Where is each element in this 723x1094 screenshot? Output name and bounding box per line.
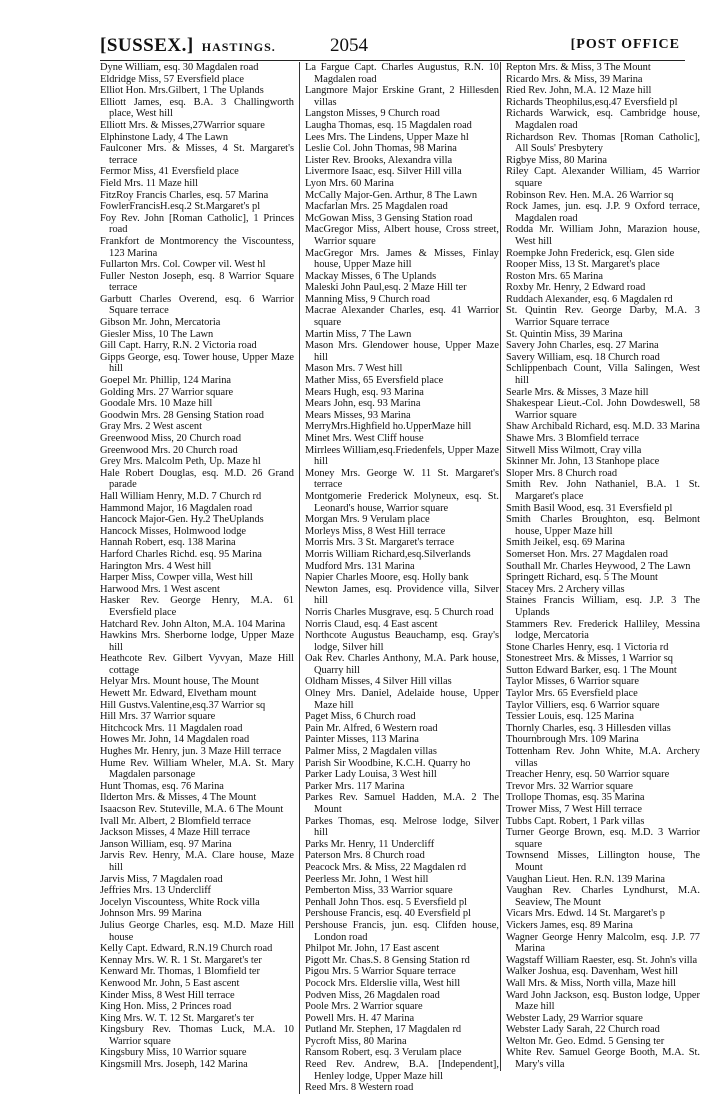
directory-entry: Elphinstone Lady, 4 The Lawn xyxy=(100,131,229,143)
directory-entry: Macrae Alexander Charles, esq. 41 Warrior square xyxy=(305,305,499,329)
directory-entry: Rock James, jun. esq. J.P. 9 Oxford terrace, Magdalen road xyxy=(506,201,700,224)
directory-entry: Foy Rev. John [Roman Catholic], 1 Princes road xyxy=(100,212,294,236)
directory-entry: Maleski John Paul,esq. 2 Maze Hill ter xyxy=(305,282,467,294)
directory-entry: Ilderton Mrs. & Misses, 4 The Mount xyxy=(100,792,257,804)
directory-entry: Mears Misses, 93 Marina xyxy=(305,409,411,421)
directory-entry: Napier Charles Moore, esq. Holly bank xyxy=(305,572,469,584)
directory-entry: Harwood Mrs. 1 West ascent xyxy=(100,583,220,595)
directory-entry: Thournbrough Mrs. 109 Marina xyxy=(506,734,639,746)
directory-entry: Martin Miss, 7 The Lawn xyxy=(305,328,412,340)
directory-entry: Jarvis Miss, 7 Magdalen road xyxy=(100,873,223,885)
directory-entry: Shawe Mrs. 3 Blomfield terrace xyxy=(506,433,640,444)
directory-entry: Pemberton Miss, 33 Warrior square xyxy=(305,885,453,897)
town-label: HASTINGS. xyxy=(201,40,276,54)
directory-entry: Elliott James, esq. B.A. 3 Challingworth place, West hill xyxy=(100,96,294,120)
directory-entry: Wagstaff William Raester, esq. St. John's villa xyxy=(506,954,698,966)
directory-entry: Frankfort de Montmorency the Viscountess, 123 Marina xyxy=(100,235,294,259)
directory-entry: Peacock Mrs. & Miss, 22 Magdalen rd xyxy=(305,861,467,873)
directory-entry: Hill Mrs. 37 Warrior square xyxy=(100,711,216,723)
directory-entry: Hill Gustvs.Valentine,esq.37 Warrior sq xyxy=(100,699,266,711)
directory-entry: Taylor Mrs. 65 Eversfield place xyxy=(506,688,638,700)
directory-entry: St. Quintin Rev. George Darby, M.A. 3 Warrior Square terrace xyxy=(506,305,700,329)
directory-entry: Riley Capt. Alexander William, 45 Warrior square xyxy=(506,166,700,189)
directory-entry: Morris Mrs. 3 St. Margaret's terrace xyxy=(305,537,455,549)
directory-entry: Kenwood Mr. John, 5 East ascent xyxy=(100,977,240,989)
directory-entry: Jocelyn Viscountess, White Rock villa xyxy=(100,896,260,908)
column-2 xyxy=(299,62,499,1094)
directory-entry: Trower Miss, 7 West Hill terrace xyxy=(506,804,642,815)
directory-entry: Savery William, esq. 18 Church road xyxy=(506,351,660,363)
directory-entry: Hitchcock Mrs. 11 Magdalen road xyxy=(100,722,243,734)
column-3 xyxy=(500,62,700,1071)
directory-entry: Golding Mrs. 27 Warrior square xyxy=(100,386,234,398)
directory-entry: Goodale Mrs. 10 Maze hill xyxy=(100,398,213,410)
header-left xyxy=(100,35,276,57)
directory-entry: Mason Mrs. Glendower house, Upper Maze hill xyxy=(305,340,499,363)
directory-entry: Southall Mr. Charles Heywood, 2 The Lawn xyxy=(506,560,691,572)
directory-entry: Grey Mrs. Malcolm Peth, Up. Maze hl xyxy=(100,456,261,468)
directory-entry: Taylor Misses, 6 Warrior square xyxy=(506,676,640,688)
directory-entry: Field Mrs. 11 Maze hill xyxy=(100,177,199,189)
directory-entry: Goodwin Mrs. 28 Gensing Station road xyxy=(100,409,264,421)
directory-entry: FitzRoy Francis Charles, esq. 57 Marina xyxy=(100,189,269,201)
directory-entry: Smith Rev. John Nathaniel, B.A. 1 St. Margaret's place xyxy=(506,479,700,502)
directory-entry: Elliott Mrs. & Misses,27Warrior square xyxy=(100,119,265,131)
directory-entry: Ransom Robert, esq. 3 Verulam place xyxy=(305,1047,462,1059)
directory-entry: Ruddach Alexander, esq. 6 Magdalen rd xyxy=(506,293,673,305)
directory-entry: Pershouse Francis, esq. 40 Eversfield pl xyxy=(305,908,471,920)
directory-entry: Lyon Mrs. 60 Marina xyxy=(305,177,394,189)
directory-entry: Livermore Isaac, esq. Silver Hill villa xyxy=(305,166,462,178)
directory-entry: Kingsmill Mrs. Joseph, 142 Marina xyxy=(100,1059,248,1071)
directory-entry: Webster Lady Sarah, 22 Church road xyxy=(506,1024,660,1036)
directory-entry: Richards Theophilus,esq.47 Eversfield pl xyxy=(506,96,678,108)
directory-entry: Peerless Mr. John, 1 West hill xyxy=(305,873,429,885)
county-label: [SUSSEX.] xyxy=(100,35,194,56)
directory-entry: Kingsbury Rev. Thomas Luck, M.A. 10 Warrior square xyxy=(100,1024,294,1047)
directory-entry: Dyne William, esq. 30 Magdalen road xyxy=(100,62,259,73)
directory-entry: Gill Capt. Harry, R.N. 2 Victoria road xyxy=(100,340,257,352)
directory-entry: Turner George Brown, esq. M.D. 3 Warrior square xyxy=(506,827,700,850)
directory-entry: Gray Mrs. 2 West ascent xyxy=(100,421,202,433)
directory-entry: Skinner Mr. John, 13 Stanhope place xyxy=(506,456,660,468)
directory-entry: Hammond Major, 16 Magdalen road xyxy=(100,502,253,514)
directory-entry: Morris William Richard,esq.Silverlands xyxy=(305,548,471,560)
directory-entry: Smith Jeikel, esq. 69 Marina xyxy=(506,537,625,549)
directory-entry: Sloper Mrs. 8 Church road xyxy=(506,467,618,479)
directory-entry: Taylor Villiers, esq. 6 Warrior square xyxy=(506,699,660,711)
directory-entry: Parish Sir Woodbine, K.C.H. Quarry ho xyxy=(305,757,471,769)
directory-entry: White Rev. Samuel George Booth, M.A. St. Mary's villa xyxy=(506,1047,700,1071)
directory-entry: Vickers James, esq. 89 Marina xyxy=(506,919,633,931)
directory-columns xyxy=(100,62,700,1094)
directory-entry: FowlerFrancisH.esq.2 St.Margaret's pl xyxy=(100,201,261,213)
directory-entry: Gibson Mr. John, Mercatoria xyxy=(100,317,221,329)
directory-entry: King Hon. Miss, 2 Princes road xyxy=(100,1001,232,1013)
directory-entry: Rooper Miss, 13 St. Margaret's place xyxy=(506,259,660,271)
directory-entry: Richardson Rev. Thomas [Roman Catholic], All Souls' Presbytery xyxy=(506,131,700,155)
directory-entry: Hall William Henry, M.D. 7 Church rd xyxy=(100,490,262,502)
directory-entry: Schlippenbach Count, Villa Salingen, West hill xyxy=(506,363,700,387)
directory-entry: Tubbs Capt. Robert, 1 Park villas xyxy=(506,815,645,827)
directory-entry: Money Mrs. George W. 11 St. Margaret's terrace xyxy=(305,467,499,491)
directory-entry: Harington Mrs. 4 West hill xyxy=(100,560,212,572)
directory-entry: McGowan Miss, 3 Gensing Station road xyxy=(305,212,473,224)
directory-entry: Faulconer Mrs. & Misses, 4 St. Margaret's terrace xyxy=(100,143,294,166)
directory-entry: Webster Lady, 29 Warrior square xyxy=(506,1012,643,1024)
directory-entry: Laugha Thomas, esq. 15 Magdalen road xyxy=(305,119,472,131)
directory-entry: Mudford Mrs. 131 Marina xyxy=(305,560,415,572)
directory-entry: Hewett Mr. Edward, Elvetham mount xyxy=(100,688,257,700)
directory-entry: Savery John Charles, esq. 27 Marina xyxy=(506,340,659,352)
directory-entry: Jeffries Mrs. 13 Undercliff xyxy=(100,885,211,897)
directory-entry: Greenwood Miss, 20 Church road xyxy=(100,433,242,444)
directory-entry: Newton James, esq. Providence villa, Silver hill xyxy=(305,583,499,607)
directory-entry: Palmer Miss, 2 Magdalen villas xyxy=(305,746,437,758)
directory-entry: Pain Mr. Alfred, 6 Western road xyxy=(305,722,438,734)
directory-entry: Stone Charles Henry, esq. 1 Victoria rd xyxy=(506,641,669,653)
directory-entry: Kingsbury Miss, 10 Warrior square xyxy=(100,1047,247,1059)
directory-entry: Minet Mrs. West Cliff house xyxy=(305,433,424,444)
directory-entry: Shakespear Lieut.-Col. John Dowdeswell, 58 Warrior square xyxy=(506,398,700,421)
directory-entry: Rigbye Miss, 80 Marina xyxy=(506,154,608,166)
directory-entry: Lister Rev. Brooks, Alexandra villa xyxy=(305,154,453,166)
directory-entry: Paterson Mrs. 8 Church road xyxy=(305,850,425,862)
directory-entry: Vicars Mrs. Edwd. 14 St. Margaret's p xyxy=(506,908,665,920)
directory-entry: Putland Mr. Stephen, 17 Magdalen rd xyxy=(305,1024,462,1036)
directory-entry: Goepel Mr. Phillip, 124 Marina xyxy=(100,375,232,387)
directory-entry: Tessier Louis, esq. 125 Marina xyxy=(506,711,634,723)
directory-entry: Sitwell Miss Wilmott, Cray villa xyxy=(506,444,642,456)
directory-entry: Townsend Misses, Lillington house, The Mount xyxy=(506,850,700,873)
directory-entry: Sutton Edward Barker, esq. 1 The Mount xyxy=(506,664,677,676)
page-header xyxy=(100,35,690,61)
directory-entry: Parkes Rev. Samuel Hadden, M.A. 2 The Mount xyxy=(305,792,499,815)
directory-entry: Trevor Mrs. 32 Warrior square xyxy=(506,780,634,792)
directory-entry: Reed Mrs. 8 Western road xyxy=(305,1082,414,1094)
directory-entry: Poole Mrs. 2 Warrior square xyxy=(305,1001,423,1013)
directory-entry: Robinson Rev. Hen. M.A. 26 Warrior sq xyxy=(506,189,674,201)
directory-entry: Greenwood Mrs. 20 Church road xyxy=(100,444,238,456)
directory-entry: Kenward Mr. Thomas, 1 Blomfield ter xyxy=(100,966,260,978)
directory-entry: Giesler Miss, 10 The Lawn xyxy=(100,328,214,340)
directory-entry: Welton Mr. Geo. Edmd. 5 Gensing ter xyxy=(506,1035,665,1047)
directory-entry: Johnson Mrs. 99 Marina xyxy=(100,908,202,920)
directory-entry: Rodda Mr. William John, Marazion house, West hill xyxy=(506,224,700,247)
directory-entry: Hasker Rev. George Henry, M.A. 61 Eversfield place xyxy=(100,595,294,618)
directory-entry: Langston Misses, 9 Church road xyxy=(305,108,440,120)
directory-entry: Howes Mr. John, 14 Magdalen road xyxy=(100,734,250,746)
directory-entry: Hale Robert Douglas, esq. M.D. 26 Grand parade xyxy=(100,467,294,491)
directory-entry: Gipps George, esq. Tower house, Upper Maze hill xyxy=(100,351,294,375)
directory-entry: Hatchard Rev. John Alton, M.A. 104 Marina xyxy=(100,618,286,630)
directory-entry: Julius George Charles, esq. M.D. Maze Hill house xyxy=(100,919,294,943)
directory-entry: Mirrlees William,esq.Friedenfels, Upper Maze hill xyxy=(305,444,499,468)
directory-entry: Kinder Miss, 8 West Hill terrace xyxy=(100,989,235,1001)
directory-entry: Smith Basil Wood, esq. 31 Eversfield pl xyxy=(506,502,673,514)
directory-entry: Smith Charles Broughton, esq. Belmont house, Upper Maze hill xyxy=(506,514,700,537)
directory-entry: Fermor Miss, 41 Eversfield place xyxy=(100,166,239,178)
directory-entry: Somerset Hon. Mrs. 27 Magdalen road xyxy=(506,548,668,560)
column-1 xyxy=(100,62,294,1071)
directory-entry: Parks Mr. Henry, 11 Undercliff xyxy=(305,838,435,850)
directory-entry: Stammers Rev. Frederick Halliley, Messina lodge, Mercatoria xyxy=(506,618,700,642)
directory-entry: Hughes Mr. Henry, jun. 3 Maze Hill terrace xyxy=(100,746,282,758)
directory-entry: Parkes Thomas, esq. Melrose lodge, Silver hill xyxy=(305,815,499,839)
directory-entry: Lees Mrs. The Lindens, Upper Maze hl xyxy=(305,131,469,143)
directory-entry: Vaughan Rev. Charles Lyndhurst, M.A. Seaview, The Mount xyxy=(506,885,700,908)
directory-entry: Ward John Jackson, esq. Buston lodge, Upper Maze hill xyxy=(506,989,700,1013)
directory-entry: Stacey Mrs. 2 Archery villas xyxy=(506,583,625,595)
directory-entry: Powell Mrs. H. 47 Marina xyxy=(305,1012,415,1024)
directory-entry: Kelly Capt. Edward, R.N.19 Church road xyxy=(100,943,273,955)
directory-entry: Reed Rev. Andrew, B.A. [Independent], Henley lodge, Upper Maze hill xyxy=(305,1059,499,1082)
directory-entry: Hunt Thomas, esq. 76 Marina xyxy=(100,780,224,792)
directory-entry: Hawkins Mrs. Sherborne lodge, Upper Maze hill xyxy=(100,630,294,653)
directory-entry: Thornly Charles, esq. 3 Hillesden villas xyxy=(506,722,671,734)
directory-entry: Roston Mrs. 65 Marina xyxy=(506,270,603,282)
directory-entry: Morgan Mrs. 9 Verulam place xyxy=(305,514,430,526)
directory-entry: Mackay Misses, 6 The Uplands xyxy=(305,270,437,282)
directory-entry: Paget Miss, 6 Church road xyxy=(305,711,416,723)
directory-entry: Manning Miss, 9 Church road xyxy=(305,293,430,305)
directory-entry: Mears Hugh, esq. 93 Marina xyxy=(305,386,424,398)
directory-entry: Helyar Mrs. Mount house, The Mount xyxy=(100,676,259,688)
directory-entry: Repton Mrs. & Miss, 3 The Mount xyxy=(506,62,651,73)
directory-entry: Northcote Augustus Beauchamp, esq. Gray's lodge, Silver hill xyxy=(305,630,499,653)
directory-entry: Kennay Mrs. W. R. 1 St. Margaret's ter xyxy=(100,954,262,966)
directory-entry: Langmore Major Erskine Grant, 2 Hillesden villas xyxy=(305,85,499,108)
directory-entry: Jackson Misses, 4 Maze Hill terrace xyxy=(100,827,251,839)
directory-entry: Pigott Mr. Chas.S. 8 Gensing Station rd xyxy=(305,954,470,966)
directory-entry: McCally Major-Gen. Arthur, 8 The Lawn xyxy=(305,189,478,201)
directory-entry: Pocock Mrs. Elderslie villa, West hill xyxy=(305,977,461,989)
directory-entry: Norris Claud, esq. 4 East ascent xyxy=(305,618,438,630)
directory-entry: Harford Charles Richd. esq. 95 Marina xyxy=(100,548,262,560)
directory-entry: Walker Joshua, esq. Davenham, West hill xyxy=(506,966,678,978)
directory-entry: Searle Mrs. & Misses, 3 Maze hill xyxy=(506,386,649,398)
directory-entry: Trollope Thomas, esq. 35 Marina xyxy=(506,792,645,804)
directory-entry: Stonestreet Mrs. & Misses, 1 Warrior sq xyxy=(506,653,673,665)
directory-entry: Richards Warwick, esq. Cambridge house, Magdalen road xyxy=(506,108,700,131)
directory-entry: Parker Lady Louisa, 3 West hill xyxy=(305,769,437,781)
directory-entry: La Fargue Capt. Charles Augustus, R.N. 10 Magdalen road xyxy=(305,62,499,85)
directory-entry: Springett Richard, esq. 5 The Mount xyxy=(506,572,658,584)
directory-entry: Hume Rev. William Wheler, M.A. St. Mary Magdalen parsonage xyxy=(100,757,294,781)
directory-entry: MerryMrs.Highfield ho.UpperMaze hill xyxy=(305,421,472,433)
directory-entry: Fullarton Mrs. Col. Cowper vil. West hl xyxy=(100,259,266,271)
directory-entry: Tottenham Rev. John White, M.A. Archery villas xyxy=(506,746,700,769)
directory-entry: Shaw Archibald Richard, esq. M.D. 33 Marina xyxy=(506,421,700,433)
directory-entry: Hancock Misses, Holmwood lodge xyxy=(100,525,247,537)
directory-entry: Staines Francis William, esq. J.P. 3 The Uplands xyxy=(506,595,700,618)
directory-entry: Elliot Hon. Mrs.Gilbert, 1 The Uplands xyxy=(100,85,264,97)
directory-entry: Roempke John Frederick, esq. Glen side xyxy=(506,247,675,259)
directory-entry: Pycroft Miss, 80 Marina xyxy=(305,1035,407,1047)
directory-entry: Leslie Col. John Thomas, 98 Marina xyxy=(305,143,457,155)
directory-entry: Ivall Mr. Albert, 2 Blomfield terrace xyxy=(100,815,251,827)
directory-entry: King Mrs. W. T. 12 St. Margaret's ter xyxy=(100,1012,254,1024)
directory-entry: Hannah Robert, esq. 138 Marina xyxy=(100,537,236,549)
directory-entry: Penhall John Thos. esq. 5 Eversfield pl xyxy=(305,896,467,908)
publication-label: [POST OFFICE xyxy=(570,37,680,52)
directory-entry: Macfarlan Mrs. 25 Magdalen road xyxy=(305,201,448,213)
directory-entry: Oak Rev. Charles Anthony, M.A. Park house, Quarry hill xyxy=(305,653,499,676)
directory-entry: Isaacson Rev. Stuteville, M.A. 6 The Mount xyxy=(100,804,284,815)
directory-entry: Heathcote Rev. Gilbert Vyvyan, Maze Hill cottage xyxy=(100,653,294,676)
directory-entry: Janson William, esq. 97 Marina xyxy=(100,838,232,850)
directory-entry: Painter Misses, 113 Marina xyxy=(305,734,419,746)
directory-entry: Eldridge Miss, 57 Eversfield place xyxy=(100,73,244,85)
directory-entry: Ried Rev. John, M.A. 12 Maze hill xyxy=(506,85,652,97)
directory-entry: Harper Miss, Cowper villa, West hill xyxy=(100,572,253,584)
directory-entry: Mather Miss, 65 Eversfield place xyxy=(305,375,444,387)
directory-entry: Morleys Miss, 8 West Hill terrace xyxy=(305,525,446,537)
directory-entry: Wagner George Henry Malcolm, esq. J.P. 77 Marina xyxy=(506,931,700,955)
page-number: 2054 xyxy=(330,35,368,56)
directory-entry: Oldham Misses, 4 Silver Hill villas xyxy=(305,676,452,688)
directory-entry: Jarvis Rev. Henry, M.A. Clare house, Maze hill xyxy=(100,850,294,873)
directory-entry: Roxby Mr. Henry, 2 Edward road xyxy=(506,282,646,294)
header-rule xyxy=(100,60,685,61)
directory-entry: Mason Mrs. 7 West hill xyxy=(305,363,403,375)
directory-entry: Fuller Neston Joseph, esq. 8 Warrior Square terrace xyxy=(100,270,294,294)
directory-entry: Philpot Mr. John, 17 East ascent xyxy=(305,943,440,955)
directory-entry: Treacher Henry, esq. 50 Warrior square xyxy=(506,769,670,781)
directory-entry: Ricardo Mrs. & Miss, 39 Marina xyxy=(506,73,643,85)
directory-entry: Mears John, esq. 93 Marina xyxy=(305,398,421,410)
directory-entry: Pershouse Francis, jun. esq. Clifden house, London road xyxy=(305,919,499,943)
directory-entry: Pigou Mrs. 5 Warrior Square terrace xyxy=(305,966,456,978)
directory-entry: Olney Mrs. Daniel, Adelaide house, Upper Maze hill xyxy=(305,688,499,711)
directory-entry: St. Quintin Miss, 39 Marina xyxy=(506,328,623,340)
directory-entry: Norris Charles Musgrave, esq. 5 Church road xyxy=(305,606,494,618)
directory-entry: Hancock Major-Gen. Hy.2 TheUplands xyxy=(100,514,264,526)
directory-entry: MacGregor Miss, Albert house, Cross street, Warrior square xyxy=(305,224,499,247)
directory-entry: Wall Mrs. & Miss, North villa, Maze hill xyxy=(506,977,677,989)
directory-entry: MacGregor Mrs. James & Misses, Finlay house, Upper Maze hill xyxy=(305,247,499,271)
directory-entry: Montgomerie Frederick Molyneux, esq. St. Leonard's house, Warrior square xyxy=(305,490,499,514)
directory-entry: Vaughan Lieut. Hen. R.N. 139 Marina xyxy=(506,873,665,885)
directory-entry: Parker Mrs. 117 Marina xyxy=(305,780,405,792)
directory-entry: Podven Miss, 26 Magdalen road xyxy=(305,989,440,1001)
directory-entry: Garbutt Charles Overend, esq. 6 Warrior Square terrace xyxy=(100,293,294,317)
